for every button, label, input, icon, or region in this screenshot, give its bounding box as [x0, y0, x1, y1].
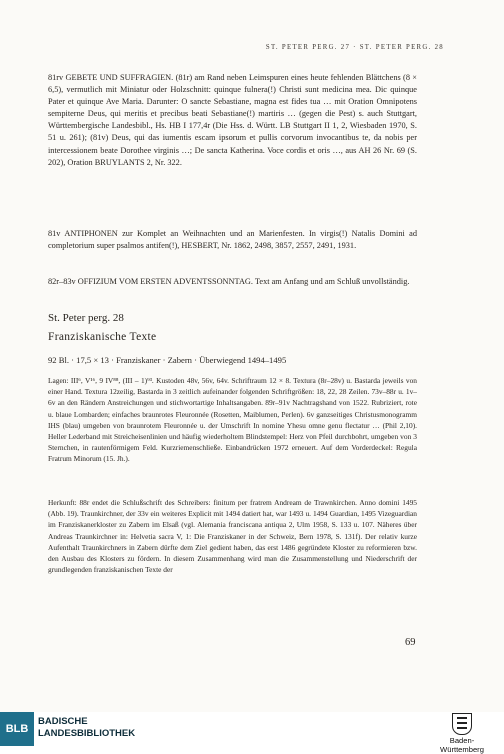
shelfmark-heading: St. Peter perg. 28: [48, 312, 124, 324]
state-logo[interactable]: [432, 713, 492, 754]
library-name-line2: LANDESBIBLIOTHEK: [38, 728, 136, 739]
running-head: ST. PETER PERG. 27 · ST. PETER PERG. 28: [265, 44, 444, 51]
entry-81rv-text: 81rv GEBETE UND SUFFRAGIEN. (81r) am Rand neben Leimspuren eines heute fehlenden Blättchens (8 × 6,5), vermutlich mit Miniatur oder Holzschnitt: quinque fulnera(!) Christi sunt medicina mea. Dic quinque Pater et quinque Ave Maria. Darunter: O sancte Sebastiane, magna est fides tua … mit Oration Omnipotens sempiterne Deus, qui meritis et precibus beati Sebastiane(!) martiris … (gegen die Pest) s. auch Stuttgart, Württembergische Landesbibl., Hs. HB I 177,4r (Die Hss. d. Württ. LB Stuttgart II 1, 2, Wiesbaden 1970, S. 51 u. 261); (81v) Deus, qui das iumentis escam ipsorum et pullis corvorum invocantibus te, da nobis per intercessionem beate Dorothee virginis …; De sancta Katherina. Voce cordis et oris …, aus AH 26 Nr. 69 (S. 202), Oration BRUYLANTS 2, Nr. 322.: [48, 73, 417, 167]
herkunft-text: Herkunft: 88r endet die Schlußschrift des Schreibers: finitum per fratrem Andream de Trawnkirchen. Anno domini 1495 (Abb. 19). Traunkirchner, der 33v ein weiteres Explicit mit 1494 datiert hat, war 1493 u. 1494 Guardian, 1495 Vizeguardian im Franziskanerkloster zu Zabern im Elsaß (vgl. Alemania franciscana antiqua 2, Ulm 1958, S. 133 u. 107. Näheres über Andreas Traunkirchner in: Helvetia sacra V, 1: Die Franziskaner in der Schweiz, Bern 1978, S. 131f). Der relativ kurze Aufenthalt Traunkirchners in Zabern dürfte dem Ziel gedient haben, das erst 1486 gegründete Kloster zu reformieren bzw. den Ausbau des Klosters zu fördern. In diesem Zusammenhang wird man die Zusammenstellung und Niederschrift der grundlegenden franziskanischen Texte der: [48, 498, 417, 575]
library-name[interactable]: [38, 716, 135, 740]
lagen-paragraph: [48, 375, 417, 465]
entry-82-text: 82r–83v OFFIZIUM VOM ERSTEN ADVENTSSONNTAG. Text am Anfang und am Schluß unvollständig.: [48, 277, 410, 286]
lagen-text: Lagen: III⁶, V¹⁶, 9 IV⁸⁸, (III – 1)⁹³. Kustoden 48v, 56v, 64v. Schriftraum 12 × 8. Textura (8r–28v) u. Bastarda jeweils von einer Hand. Textura 12zeilig, Bastarda in 3 zeitlich aufeinander folgenden Schriftgrößen: 18, 22, 28 Zeilen. 73v–88r u. 1v–6v an den Rändern Anstreichungen und stichwortartige Inhaltsangaben. 89r–91v Nachtragshand von 1522. Rubriziert, rote u. blaue Lombarden; einfaches braunrotes Fleuronnée (Rosetten, Maiblumen, Perlen). 6v ganzseitiges Christusmonogramm IHS (blau) umgeben von braunrotem Fleuronnée u. der Umschrift In nomine Yhesu omne genu flectatur … (Phil 2,10). Heller Lederband mit Streicheisenlinien und häufig wiederholtem Blindstempel: Herz von Pfeil durchbohrt, umgeben von 3 Sternchen, in rautenförmigem Feld. Kurzriemenschließe. Einbandrücken 1972 erneuert. Auf dem Vorderdeckel: Regula Fratrum Minorum (15. Jh.).: [48, 376, 417, 464]
section-title: Franziskanische Texte: [48, 331, 157, 343]
library-name-line1: BADISCHE: [38, 716, 88, 727]
state-label: Baden-Württemberg: [440, 736, 484, 754]
entry-81v: [48, 228, 417, 252]
blb-logo-icon[interactable]: BLB: [0, 712, 34, 746]
codex-metadata: 92 Bl. · 17,5 × 13 · Franziskaner · Zabern · Überwiegend 1494–1495: [48, 355, 287, 365]
entry-81rv: [48, 72, 417, 169]
entry-81v-text: 81v ANTIPHONEN zur Komplet an Weihnachten und an Marienfesten. In virgis(!) Natalis Domini ad completorium super psalmos antifen(!), HESBERT, Nr. 1862, 2498, 3857, 2557, 2491, 1931.: [48, 229, 417, 251]
coat-of-arms-icon: [452, 713, 472, 735]
entry-82: [48, 276, 417, 288]
herkunft-paragraph: [48, 497, 417, 575]
page-number: 69: [405, 637, 416, 648]
